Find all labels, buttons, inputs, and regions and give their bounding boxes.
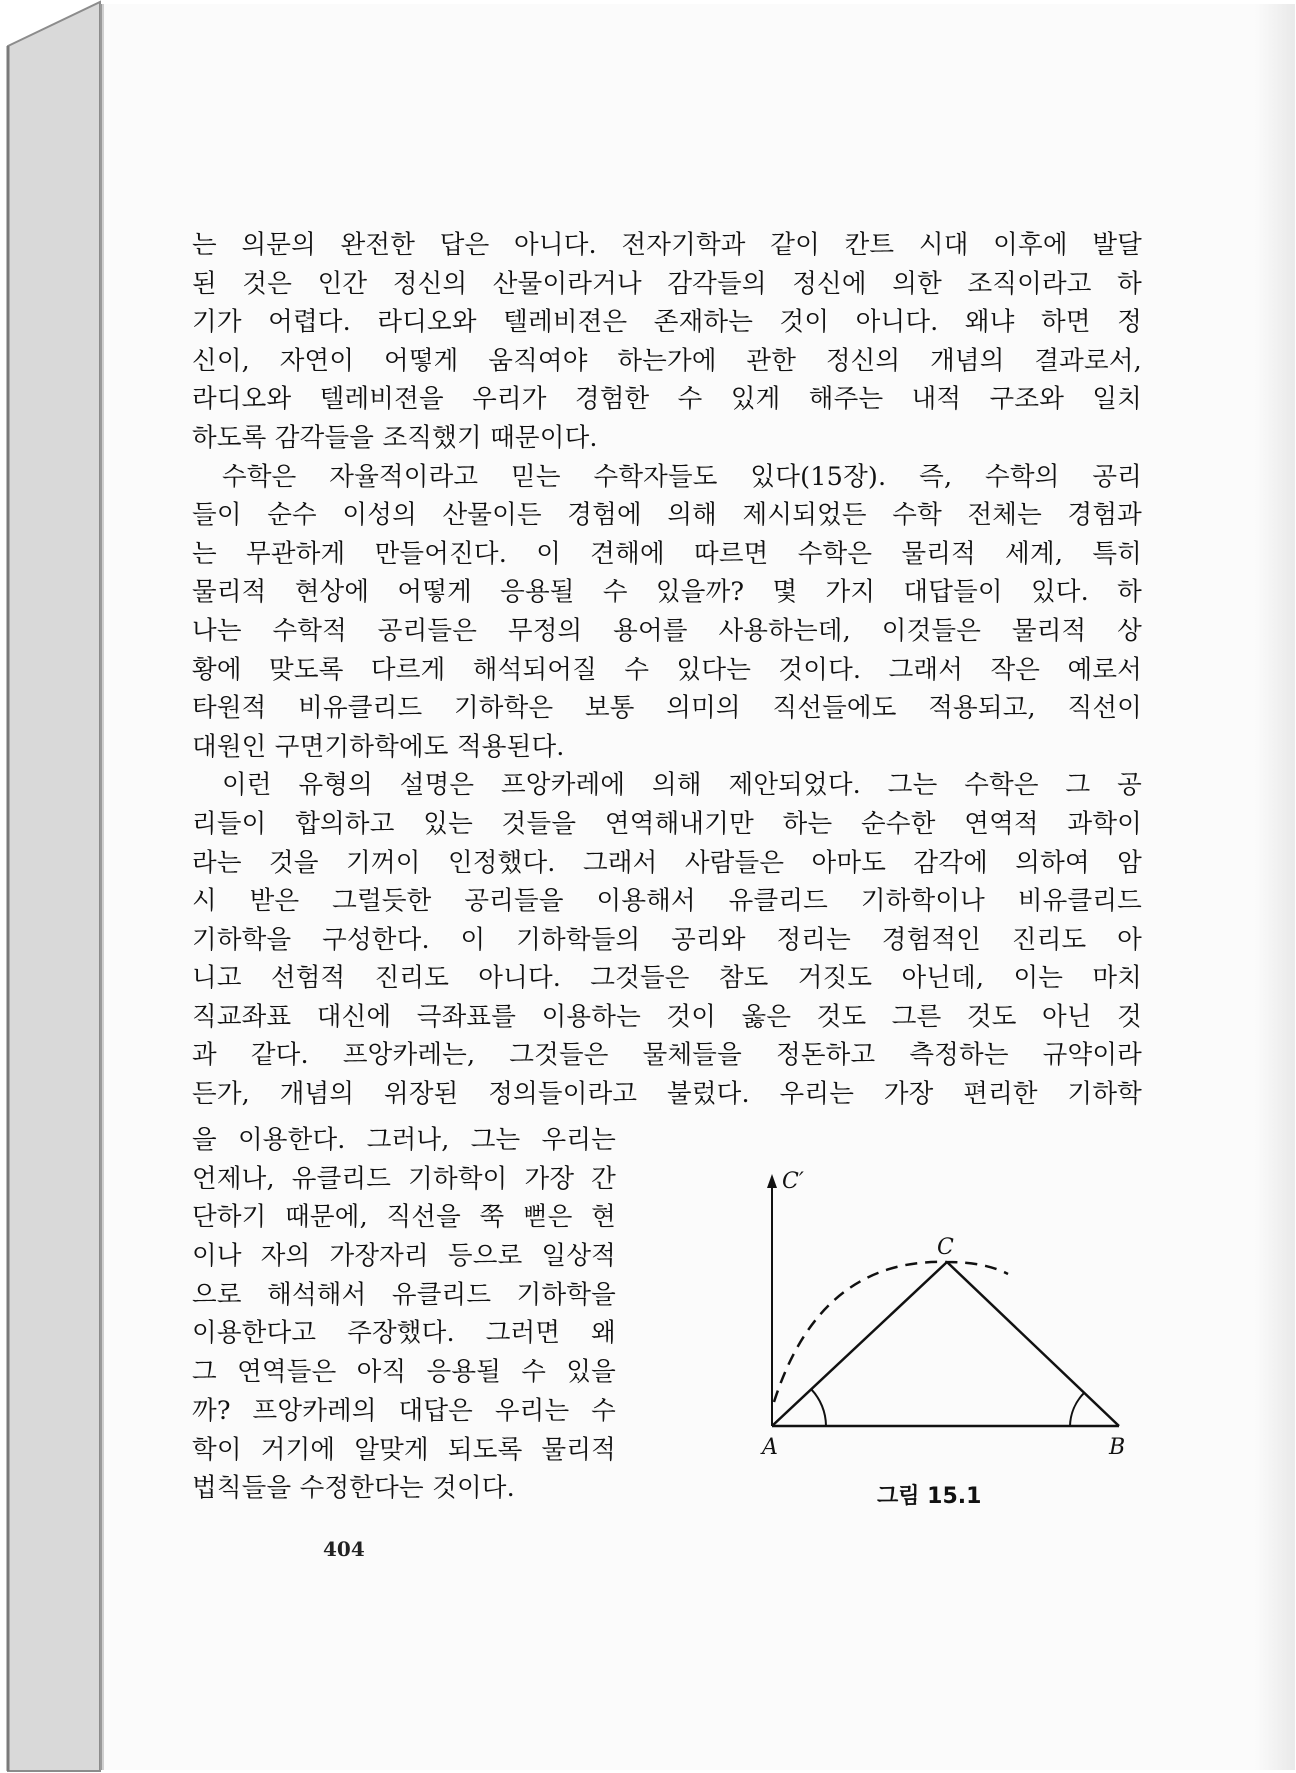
text-line: 기하학을 구성한다. 이 기하학들의 공리와 정리는 경험적인 진리도 아: [192, 924, 1142, 955]
book-spine-shape: [6, 0, 110, 1773]
text-line: 된 것은 인간 정신의 산물이라거나 감각들의 정신에 의한 조직이라고 하: [192, 268, 1142, 299]
text-line: 법칙들을 수정한다는 것이다.: [192, 1473, 515, 1504]
text-line: 하도록 감각들을 조직했기 때문이다.: [192, 422, 598, 453]
side-cb: [947, 1262, 1119, 1426]
paragraph-2: [192, 458, 1142, 767]
page-edge-shadow: [1255, 4, 1295, 1770]
paragraph-3-continued: [192, 1121, 616, 1508]
text-line: 는 무관하게 만들어진다. 이 견해에 따르면 수학은 물리적 세계, 특히: [192, 538, 1142, 569]
paragraph-3: [192, 766, 1142, 1113]
text-line: 든가, 개념의 위장된 정의들이라고 불렀다. 우리는 가장 편리한 기하학: [192, 1079, 1142, 1110]
text-line: 을 이용한다. 그러나, 그는 우리는: [192, 1125, 616, 1155]
text-line: 리들이 합의하고 있는 것들을 연역해내기만 하는 순수한 연역적 과학이: [192, 808, 1142, 839]
text-line: 단하기 때문에, 직선을 쭉 뻗은 현: [192, 1202, 616, 1233]
text-line: 수학은 자율적이라고 믿는 수학자들도 있다(15장). 즉, 수학의 공리: [222, 461, 1142, 492]
body-text: [192, 226, 1142, 1114]
text-line: 물리적 현상에 어떻게 응용될 수 있을까? 몇 가지 대답들이 있다. 하: [192, 577, 1142, 608]
text-line: 학이 거기에 알맞게 되도록 물리적: [192, 1434, 616, 1465]
text-line: 까? 프앙카레의 대답은 우리는 수: [192, 1395, 616, 1426]
label-c-prime: C′: [782, 1169, 804, 1194]
text-line: 이나 자의 가장자리 등으로 일상적: [192, 1241, 616, 1272]
text-line: 는 의문의 완전한 답은 아니다. 전자기학과 같이 칸트 시대 이후에 발달: [192, 230, 1142, 260]
text-line: 라는 것을 기꺼이 인정했다. 그래서 사람들은 아마도 감각에 의하여 암: [192, 847, 1142, 878]
text-line: 과 같다. 프앙카레는, 그것들은 물체들을 정돈하고 측정하는 규약이라: [192, 1040, 1142, 1071]
triangle-diagram: [650, 1158, 1130, 1528]
text-line: 라디오와 텔레비젼을 우리가 경험한 수 있게 해주는 내적 구조와 일치: [192, 384, 1142, 415]
angle-arc-a: [811, 1389, 826, 1426]
text-line: 들이 순수 이성의 산물이든 경험에 의해 제시되었든 수학 전체는 경험과: [192, 500, 1142, 531]
text-line: 황에 맞도록 다르게 해석되어질 수 있다는 것이다. 그래서 작은 예로서: [192, 654, 1142, 685]
label-a: A: [762, 1435, 778, 1460]
text-line: 이런 유형의 설명은 프앙카레에 의해 제안되었다. 그는 수학은 그 공: [222, 770, 1142, 801]
text-line: 신이, 자연이 어떻게 움직여야 하는가에 관한 정신의 개념의 결과로서,: [192, 345, 1142, 376]
page-number: 404: [323, 1537, 365, 1561]
text-line: 나는 수학적 공리들은 무정의 용어를 사용하는데, 이것들은 물리적 상: [192, 615, 1142, 646]
figure-15-1: [650, 1158, 1130, 1528]
text-line: 기가 어렵다. 라디오와 텔레비젼은 존재하는 것이 아니다. 왜냐 하면 정: [192, 307, 1142, 338]
label-c: C: [937, 1235, 954, 1260]
text-line: 니고 선험적 진리도 아니다. 그것들은 참도 거짓도 아닌데, 이는 마치: [192, 963, 1142, 994]
paragraph-1: [192, 226, 1142, 458]
label-b: B: [1109, 1435, 1126, 1460]
angle-arc-b: [1070, 1393, 1084, 1426]
text-line: 시 받은 그럴듯한 공리들을 이용해서 유클리드 기하학이나 비유클리드: [192, 886, 1142, 917]
text-line: 직교좌표 대신에 극좌표를 이용하는 것이 옳은 것도 그른 것도 아닌 것: [192, 1001, 1142, 1032]
text-line: 언제나, 유클리드 기하학이 가장 간: [192, 1163, 616, 1194]
text-line: 대원인 구면기하학에도 적용된다.: [192, 731, 565, 762]
axis-arrow-icon: [767, 1174, 777, 1188]
text-line: 타원적 비유클리드 기하학은 보통 의미의 직선들에도 적용되고, 직선이: [192, 693, 1142, 724]
figure-caption: 그림 15.1: [877, 1484, 982, 1509]
text-line: 으로 해석해서 유클리드 기하학을: [192, 1279, 616, 1310]
dashed-arc: [774, 1262, 1008, 1402]
text-line: 이용한다고 주장했다. 그러면 왜: [192, 1318, 616, 1349]
text-line: 그 연역들은 아직 응용될 수 있을: [192, 1357, 616, 1388]
